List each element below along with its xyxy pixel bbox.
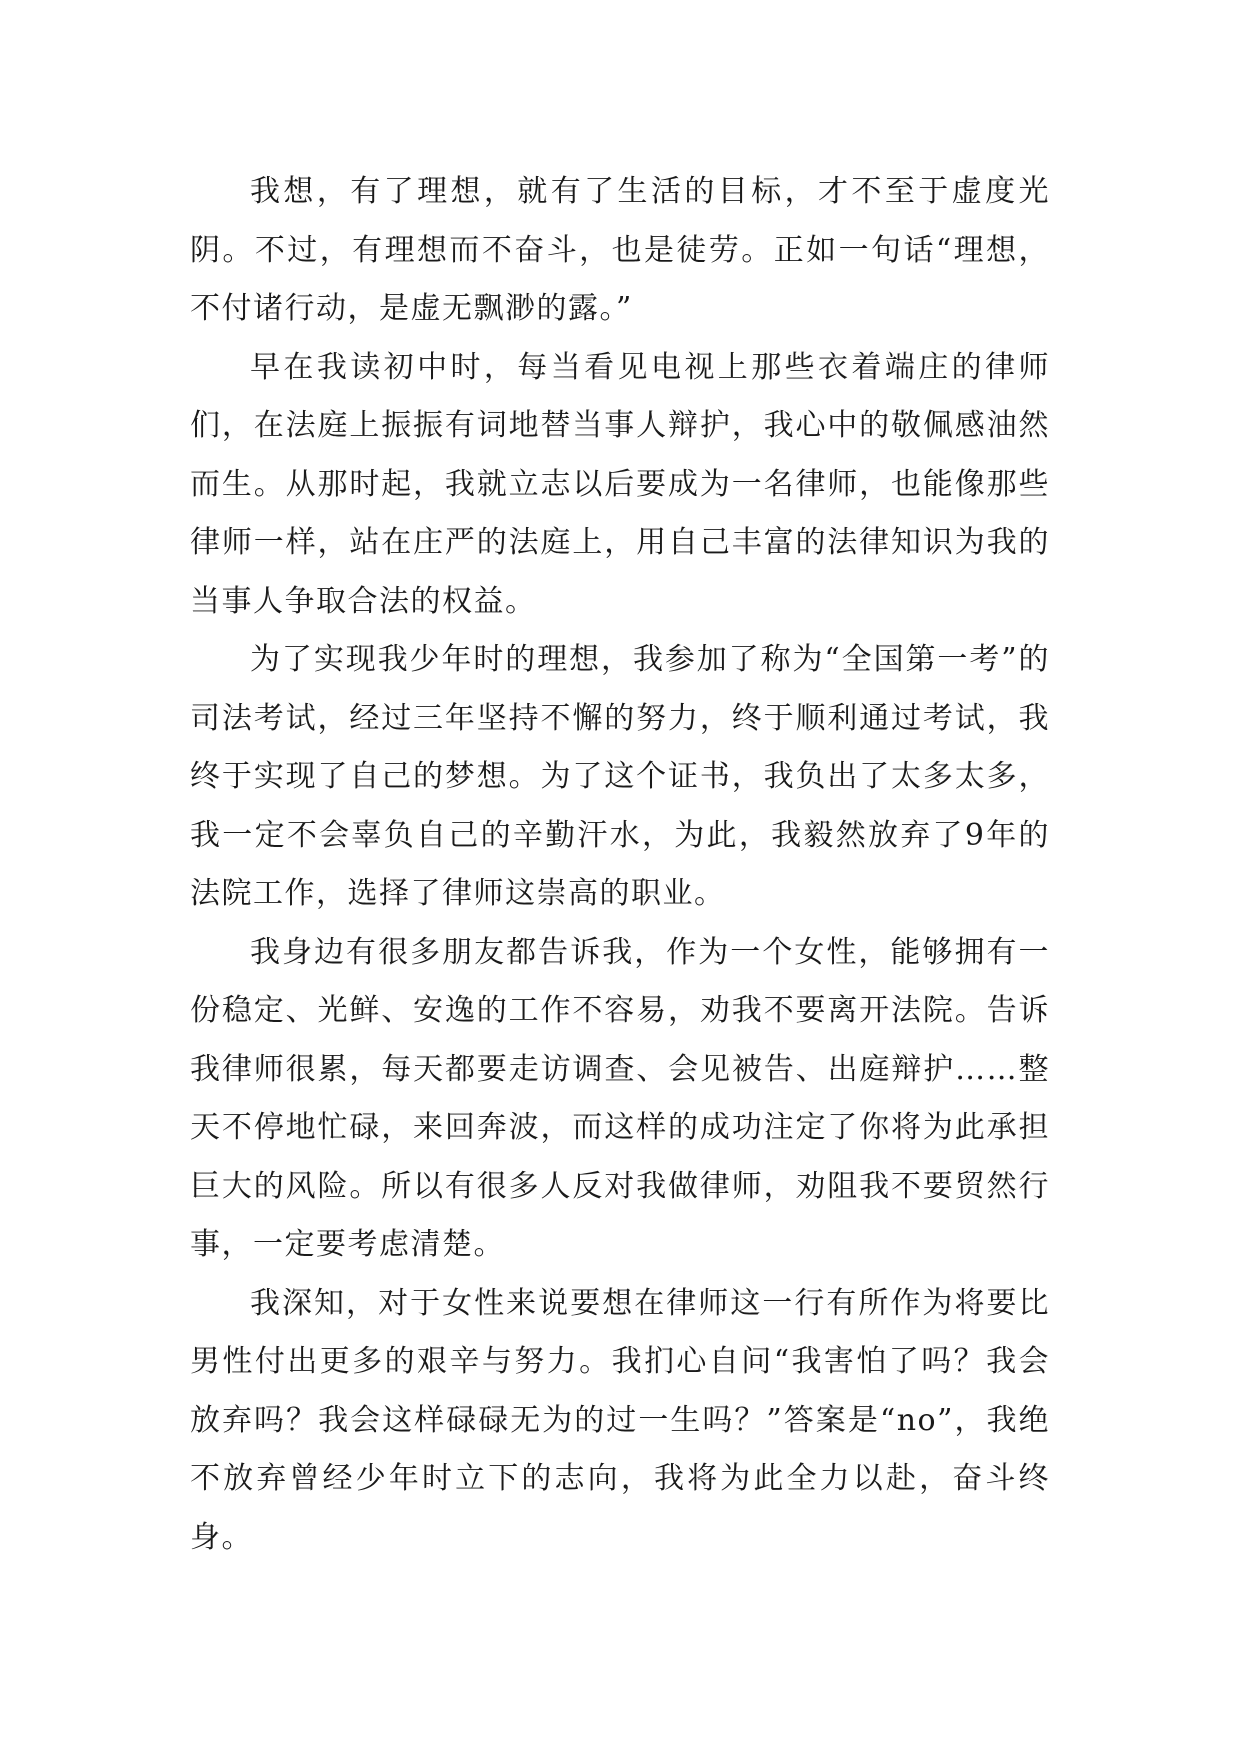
paragraph-2: 早在我读初中时，每当看见电视上那些衣着端庄的律师们，在法庭上振振有词地替当事人辩护，我心中的敬佩感油然而生。从那时起，我就立志以后要成为一名律师，也能像那些律师一样，站在庄严的法庭上，用自己丰富的法律知识为我的当事人争取合法的权益。 bbox=[190, 349, 1050, 619]
paragraph-1: 我想，有了理想，就有了生活的目标，才不至于虚度光阴。不过，有理想而不奋斗，也是徒劳。正如一句话“理想，不付诸行动，是虚无飘渺的露。” bbox=[190, 174, 1050, 326]
document-body bbox=[190, 163, 1050, 1567]
paragraph-5: 我深知，对于女性来说要想在律师这一行有所作为将要比男性付出更多的艰辛与努力。我扪心自问“我害怕了吗？我会放弃吗？我会这样碌碌无为的过一生吗？”答案是“no”，我绝不放弃曾经少年时立下的志向，我将为此全力以赴，奋斗终身。 bbox=[190, 1285, 1050, 1555]
paragraph-4: 我身边有很多朋友都告诉我，作为一个女性，能够拥有一份稳定、光鲜、安逸的工作不容易，劝我不要离开法院。告诉我律师很累，每天都要走访调查、会见被告、出庭辩护……整天不停地忙碌，来回奔波，而这样的成功注定了你将为此承担巨大的风险。所以有很多人反对我做律师，劝阻我不要贸然行事，一定要考虑清楚。 bbox=[190, 934, 1050, 1262]
paragraph-3: 为了实现我少年时的理想，我参加了称为“全国第一考”的司法考试，经过三年坚持不懈的努力，终于顺利通过考试，我终于实现了自己的梦想。为了这个证书，我负出了太多太多，我一定不会辜负自己的辛勤汗水，为此，我毅然放弃了9年的法院工作，选择了律师这崇高的职业。 bbox=[190, 642, 1050, 911]
